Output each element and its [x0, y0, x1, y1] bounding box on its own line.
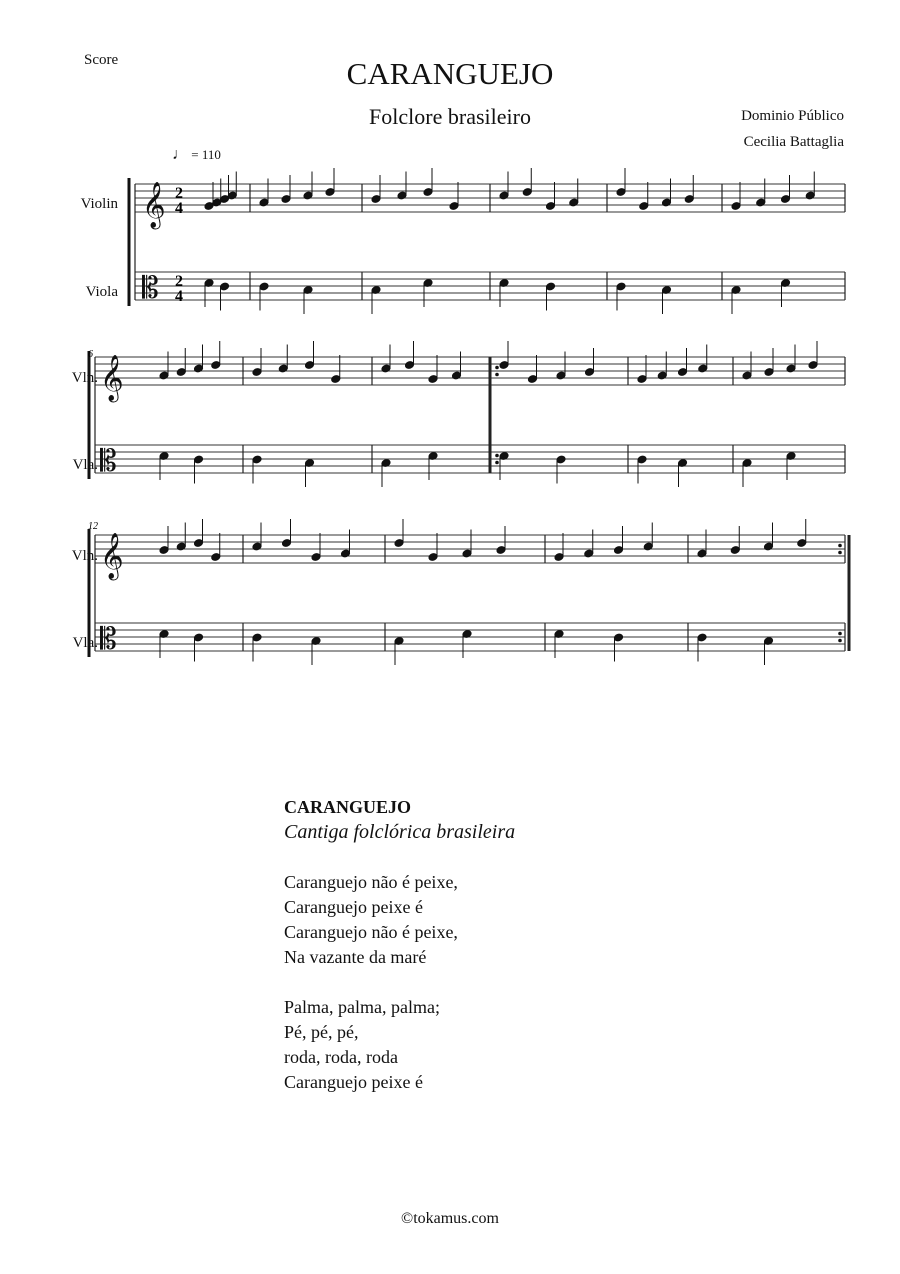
stanza-2 [284, 995, 515, 1095]
piece-title: CARANGUEJO [346, 56, 554, 91]
lyric-line: roda, roda, roda [284, 1047, 398, 1067]
treble-clef-icon: 𝄞 [142, 182, 166, 228]
repeat-dot [838, 544, 842, 548]
treble-clef-icon: 𝄞 [100, 533, 124, 579]
violin-time-sig-bottom: 4 [175, 200, 183, 217]
credit-public-domain: Dominio Público [741, 108, 844, 124]
viola-short-label-1: Vla. [72, 457, 98, 473]
lyrics-title: CARANGUEJO [284, 797, 412, 817]
alto-clef-icon: 𝄡 [100, 622, 117, 657]
viola-label: Viola [85, 284, 118, 300]
lyric-line: Caranguejo não é peixe, [284, 922, 458, 942]
violin-short-label-1: Vln. [71, 370, 98, 386]
measure-number-6: 6 [88, 349, 93, 360]
stanza-1 [284, 870, 515, 970]
score-label: Score [84, 52, 119, 68]
tempo-value: = 110 [191, 147, 221, 162]
alto-clef-icon: 𝄡 [142, 271, 159, 306]
piece-subtitle: Folclore brasileiro [369, 104, 531, 129]
repeat-dot [495, 366, 499, 370]
repeat-dot [838, 639, 842, 643]
lyric-line: Na vazante da maré [284, 947, 427, 967]
alto-clef-icon: 𝄡 [100, 444, 117, 479]
viola-time-sig-bottom: 4 [175, 288, 183, 305]
violin-label: Violin [80, 196, 118, 212]
viola-short-label-2: Vla. [72, 635, 98, 651]
violin-short-label-2: Vln. [71, 548, 98, 564]
clefs [100, 182, 166, 657]
repeat-dot [495, 373, 499, 377]
staff-lines [95, 184, 845, 651]
lyric-line: Pé, pé, pé, [284, 1022, 359, 1042]
quarter-note-icon: ♩ [172, 146, 188, 163]
repeat-dot [838, 551, 842, 555]
lyric-line: Palma, palma, palma; [284, 997, 440, 1017]
measure-number-12: 12 [88, 521, 98, 532]
lyrics-block [284, 795, 515, 1095]
repeat-dot [495, 461, 499, 465]
violin-time-sig-top: 2 [175, 185, 183, 202]
treble-clef-icon: 𝄞 [100, 355, 124, 401]
barlines [89, 178, 849, 657]
viola-time-sig-top: 2 [175, 273, 183, 290]
lyric-line: Caranguejo peixe é [284, 897, 423, 917]
lyric-line: Caranguejo peixe é [284, 1072, 423, 1092]
lyric-line: Caranguejo não é peixe, [284, 872, 458, 892]
credit-arranger: Cecilia Battaglia [743, 134, 844, 150]
repeat-dot [838, 632, 842, 636]
repeat-dot [495, 454, 499, 458]
lyrics-subtitle: Cantiga folclórica brasileira [284, 821, 516, 843]
copyright: ©tokamus.com [401, 1210, 499, 1227]
